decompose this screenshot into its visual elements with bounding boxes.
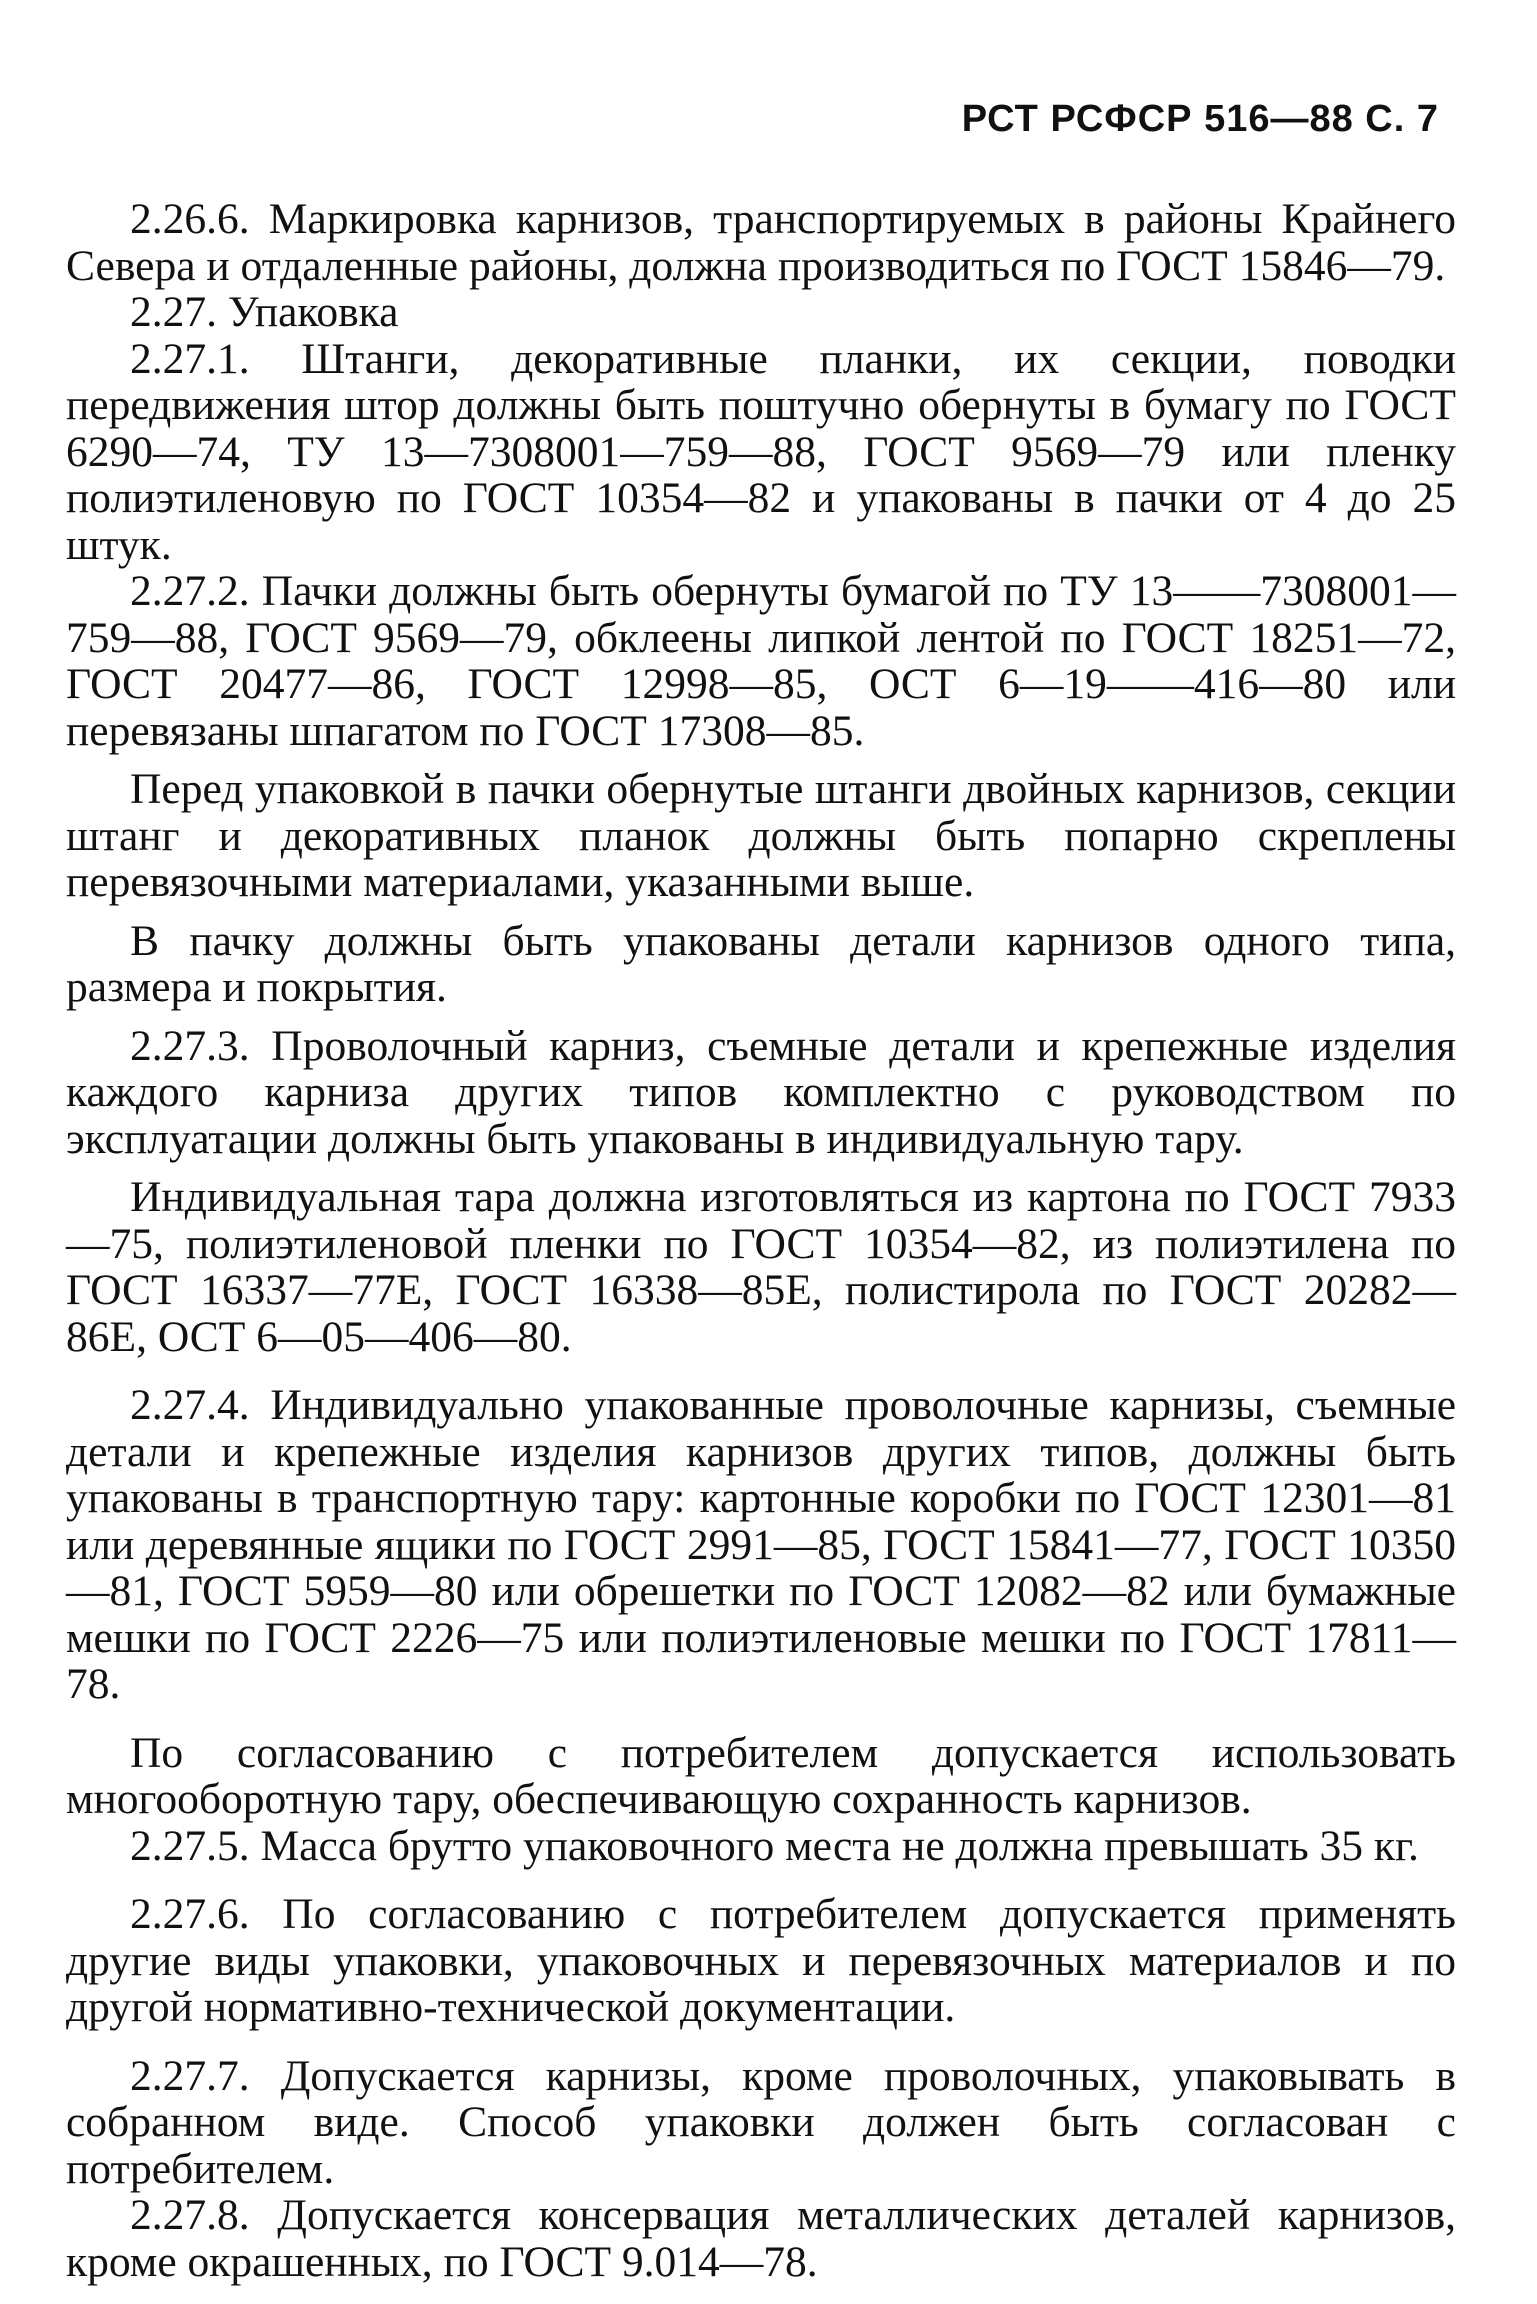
paragraph-2-27-2-pack-contents: В пачку должны быть упакованы детали карнизов одного типа, размера и покрытия. bbox=[66, 916, 1456, 1011]
paragraph-2-27-6: 2.27.6. По согласованию с потребителем допускается применять другие виды упаковки, упаковочных и перевязочных материалов и по другой нормативно-технической документации. bbox=[66, 1890, 1456, 2031]
paragraph-2-27-7: 2.27.7. Допускается карнизы, кроме проволочных, упаковывать в собранном виде. Способ упаковки должен быть согласован с потребителем. bbox=[66, 2051, 1456, 2193]
paragraph-2-26-6: 2.26.6. Маркировка карнизов, транспортируемых в районы Крайнего Севера и отдаленные районы, должна производиться по ГОСТ 15846—79. bbox=[66, 195, 1456, 290]
paragraph-2-27-4: 2.27.4. Индивидуально упакованные проволочные карнизы, съемные детали и крепежные изделия карнизов других типов, должны быть упакованы в транспортную тару: картонные коробки по ГОСТ 12301—81 или деревянные ящики по ГОСТ 2991—85, ГОСТ 15841—77, ГОСТ 10350—81, ГОСТ 5959—80 или обрешетки по ГОСТ 12082—82 или бумажные мешки по ГОСТ 2226—75 или полиэтиленовые мешки по ГОСТ 17811—78. bbox=[66, 1381, 1456, 1708]
paragraph-2-27-3: 2.27.3. Проволочный карниз, съемные детали и крепежные изделия каждого карниза других типов комплектно с руководством по эксплуатации должны быть упакованы в индивидуальную тару. bbox=[66, 1021, 1456, 1163]
paragraph-2-27-4-reusable: По согласованию с потребителем допускается использовать многооборотную тару, обеспечивающую сохранность карнизов. bbox=[66, 1728, 1456, 1823]
document-body bbox=[66, 196, 1456, 2285]
paragraph-2-27-3-container: Индивидуальная тара должна изготовляться из картона по ГОСТ 7933—75, полиэтиленовой пленки по ГОСТ 10354—82, из полиэтилена по ГОСТ 16337—77Е, ГОСТ 16338—85Е, полистирола по ГОСТ 20282—86Е, ОСТ 6—05—406—80. bbox=[66, 1173, 1456, 1361]
paragraph-2-27-2-packing: Перед упаковкой в пачки обернутые штанги двойных карнизов, секции штанг и декоративных планок должны быть попарно скреплены перевязочными материалами, указанными выше. bbox=[66, 765, 1456, 906]
paragraph-2-27-2: 2.27.2. Пачки должны быть обернуты бумагой по ТУ 13——7308001—759—88, ГОСТ 9569—79, обклеены липкой лентой по ГОСТ 18251—72, ГОСТ 20477—86, ГОСТ 12998—85, ОСТ 6—19——416—80 или перевязаны шпагатом по ГОСТ 17308—85. bbox=[66, 567, 1456, 755]
paragraph-2-27-1: 2.27.1. Штанги, декоративные планки, их секции, поводки передвижения штор должны быть поштучно обернуты в бумагу по ГОСТ 6290—74, ТУ 13—7308001—759—88, ГОСТ 9569—79 или пленку полиэтиленовую по ГОСТ 10354—82 и упакованы в пачки от 4 до 25 штук. bbox=[66, 334, 1456, 569]
paragraph-2-27-8: 2.27.8. Допускается консервация металлических деталей карнизов, кроме окрашенных, по ГОСТ 9.014—78. bbox=[66, 2191, 1456, 2286]
section-heading-2-27: 2.27. Упаковка bbox=[130, 288, 399, 336]
paragraph-2-27-5: 2.27.5. Масса брутто упаковочного места не должна превышать 35 кг. bbox=[130, 1821, 1419, 1870]
page-header: РСТ РСФСР 516—88 С. 7 bbox=[961, 98, 1439, 140]
